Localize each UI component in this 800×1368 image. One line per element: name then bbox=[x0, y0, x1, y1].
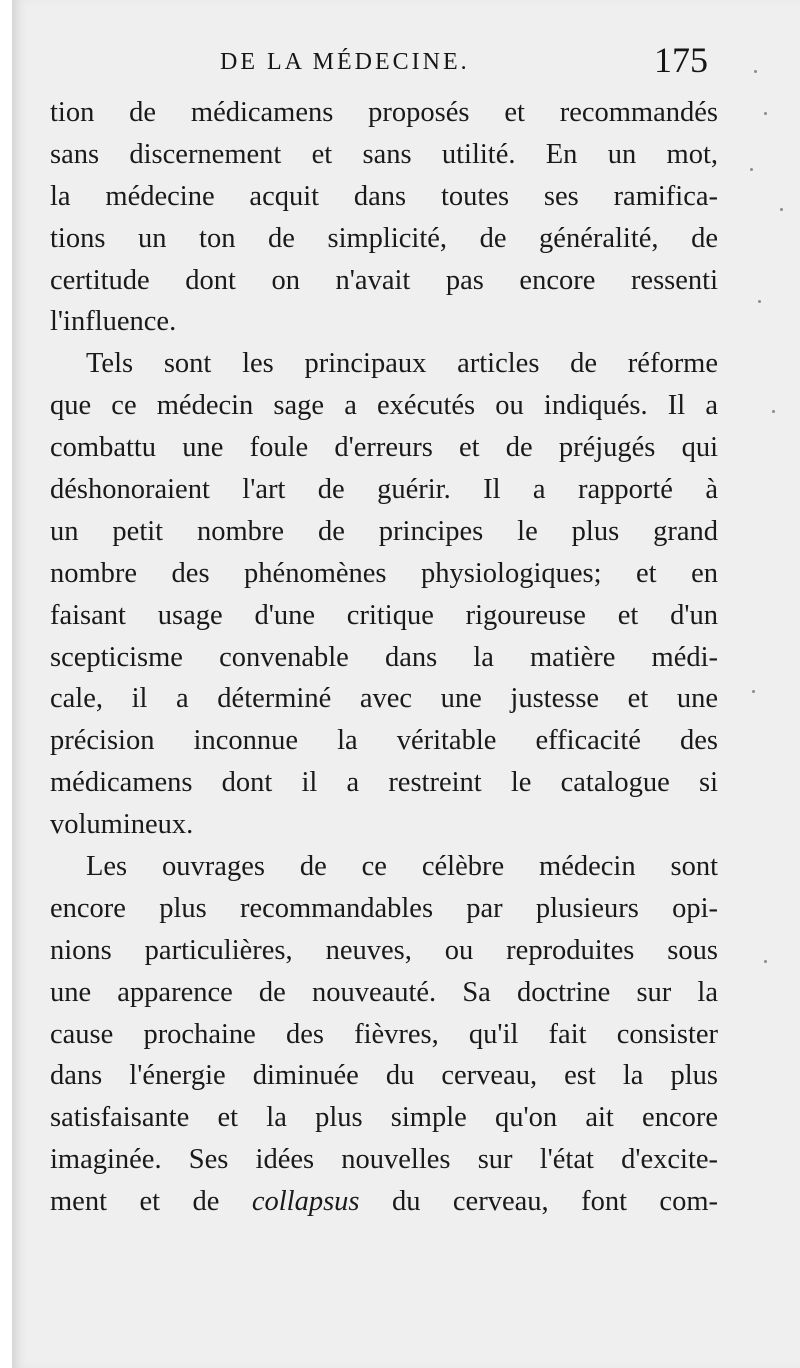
text-line: précision inconnue la véritable efficacité des bbox=[50, 725, 718, 757]
text-line: Les ouvrages de ce célèbre médecin sont bbox=[86, 851, 718, 883]
page-header bbox=[12, 42, 800, 82]
text-line: médicamens dont il a restreint le catalogue si bbox=[50, 767, 718, 799]
text-line: faisant usage d'une critique rigoureuse et d'un bbox=[50, 599, 718, 631]
paragraph-3 bbox=[50, 846, 718, 1223]
body-text bbox=[50, 92, 718, 1223]
scan-speck bbox=[764, 960, 767, 963]
text-line: encore plus recommandables par plusieurs opi- bbox=[50, 892, 718, 924]
text-line: certitude dont on n'avait pas encore ressenti bbox=[50, 264, 718, 296]
text-line: une apparence de nouveauté. Sa doctrine sur la bbox=[50, 976, 718, 1008]
book-page bbox=[12, 0, 800, 1368]
text-line: sans discernement et sans utilité. En un mot, bbox=[50, 138, 718, 170]
text-line: nombre des phénomènes physiologiques; et en bbox=[50, 557, 718, 589]
text-line: imaginée. Ses idées nouvelles sur l'état d'excite- bbox=[50, 1144, 718, 1176]
scan-speck bbox=[758, 300, 761, 303]
text-line: combattu une foule d'erreurs et de préjugés qui bbox=[50, 432, 718, 464]
text-line: nions particulières, neuves, ou reproduites sous bbox=[50, 934, 718, 966]
text-line: la médecine acquit dans toutes ses ramifica- bbox=[50, 180, 718, 212]
text-line: cale, il a déterminé avec une justesse et une bbox=[50, 683, 718, 715]
text-line: un petit nombre de principes le plus grand bbox=[50, 515, 718, 547]
italic-term: collapsus bbox=[251, 1186, 360, 1218]
running-head: DE LA MÉDECINE. bbox=[220, 49, 470, 75]
scan-speck bbox=[752, 690, 755, 693]
page-number: 175 bbox=[654, 40, 708, 80]
scan-speck bbox=[780, 208, 783, 211]
text-line-collapsus: ment et de collapsus du cerveau, font com- bbox=[50, 1186, 718, 1218]
text-line: déshonoraient l'art de guérir. Il a rapporté à bbox=[50, 474, 718, 506]
text-line: satisfaisante et la plus simple qu'on ait encore bbox=[50, 1102, 718, 1134]
scan-speck bbox=[772, 410, 775, 413]
text-line: que ce médecin sage a exécutés ou indiqués. Il a bbox=[50, 390, 718, 422]
text-line: Tels sont les principaux articles de réforme bbox=[86, 348, 718, 380]
paragraph-2 bbox=[50, 343, 718, 846]
scan-speck bbox=[764, 112, 767, 115]
paragraph-1 bbox=[50, 92, 718, 343]
text-line: l'influence. bbox=[50, 306, 177, 338]
text-line: tions un ton de simplicité, de généralité, de bbox=[50, 222, 718, 254]
text-line: volumineux. bbox=[50, 809, 194, 841]
text-line: tion de médicamens proposés et recommandés bbox=[50, 97, 718, 128]
text-line: dans l'énergie diminuée du cerveau, est la plus bbox=[50, 1060, 718, 1092]
scan-speck bbox=[754, 70, 757, 73]
text-line: cause prochaine des fièvres, qu'il fait consister bbox=[50, 1018, 718, 1050]
text-line: scepticisme convenable dans la matière médi- bbox=[50, 641, 718, 673]
scan-speck bbox=[750, 168, 753, 171]
